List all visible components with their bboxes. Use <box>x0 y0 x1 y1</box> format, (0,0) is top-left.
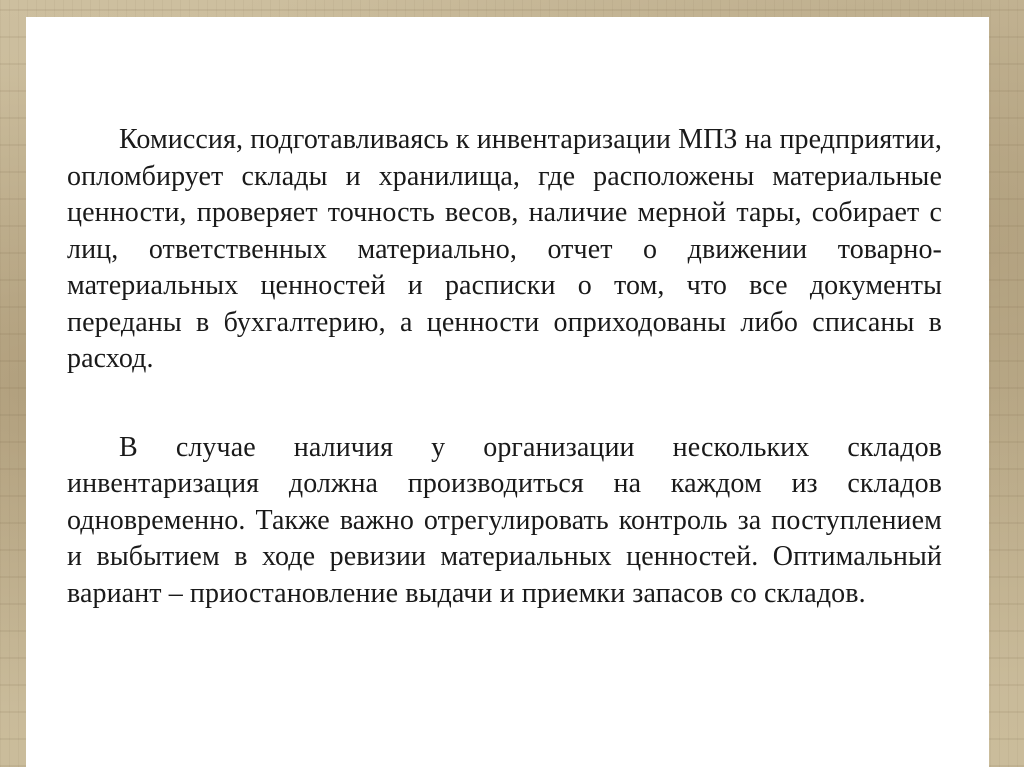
paragraph-multiple-warehouses: В случае наличия у организации нескольких складов инвентаризация должна производиться на каждом из складов одновременно. Также важно отрегулировать контроль за поступлением и выбытием в ходе ревизии материальных ценностей. Оптимальный вариант – приостановление выдачи и приемки запасов со складов. <box>67 431 942 609</box>
slide-content-card <box>26 17 989 767</box>
paragraph-inventory-preparation: Комиссия, подготавливаясь к инвентаризации МПЗ на предприятии, опломбирует склады и хранилища, где расположены материальные ценности, проверяет точность весов, наличие мерной тары, собирает с лиц, ответственных материально, отчет о движении товарно-материальных ценностей и расписки о том, что все документы переданы в бухгалтерию, а ценности оприходованы либо списаны в расход. <box>67 124 942 374</box>
